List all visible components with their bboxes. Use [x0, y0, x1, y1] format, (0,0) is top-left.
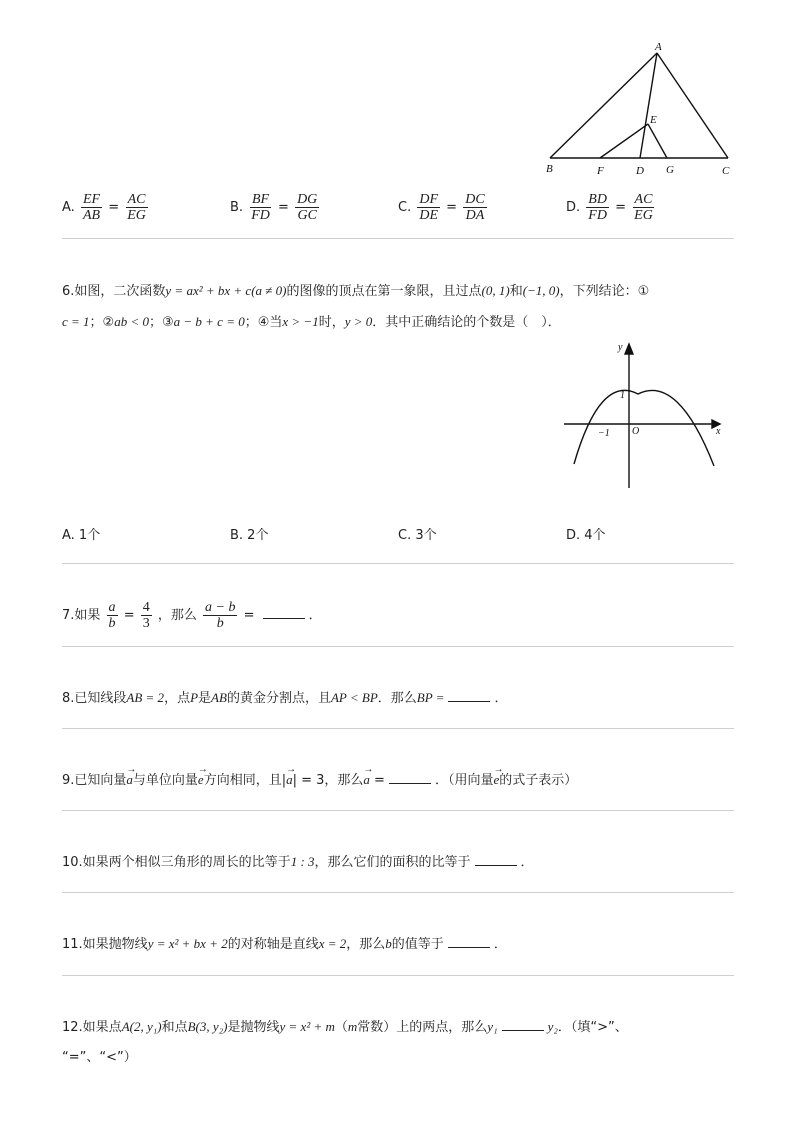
graph-one-label: 1 [620, 390, 625, 401]
q11-answer-blank[interactable] [448, 935, 490, 948]
triangle-figure [540, 38, 740, 180]
q5-option-b[interactable]: B. $\frac{BF}{FD}$ = $\frac{DG}{GC}$ [230, 192, 318, 223]
q12-line1: 12.如果点A(2, y₁)和点B(3, y₂)是抛物线y = x² + m（m常数）上的两点，那么y₁ y₂．（填“>”、 [62, 1019, 628, 1035]
divider [62, 646, 734, 647]
q9-answer-blank[interactable] [389, 771, 431, 784]
option-letter: C. [398, 200, 412, 215]
divider [62, 728, 734, 729]
divider [62, 238, 734, 239]
divider [62, 892, 734, 893]
q6-option-a[interactable]: A. 1个 [62, 528, 101, 543]
label-g: G [666, 164, 674, 176]
label-e: E [650, 114, 657, 126]
divider [62, 810, 734, 811]
q6-option-c[interactable]: C. 3个 [398, 528, 437, 543]
option-letter: A. [62, 200, 75, 215]
graph-x-label: x [716, 426, 721, 437]
q7: 7.如果 $\frac{a}{b}$ = $\frac{4}{3}$ ，那么 $\frac{a - b}{b}$ = ． [62, 600, 322, 631]
divider [62, 975, 734, 976]
q5-option-d[interactable]: D. $\frac{BD}{FD}$ = $\frac{AC}{EG}$ [566, 192, 653, 223]
q6-line1: 6.如图，二次函数y = ax² + bx + c(a ≠ 0)的图像的顶点在第一象限，且过点(0, 1)和(−1, 0)，下列结论：① [62, 283, 650, 299]
option-letter: D. [566, 200, 581, 215]
label-a: A [655, 41, 662, 53]
q8: 8.已知线段AB = 2，点P是AB的黄金分割点，且AP < BP．那么BP = ． [62, 690, 508, 706]
q8-answer-blank[interactable] [448, 689, 490, 702]
graph-neg-one-label: −1 [598, 428, 610, 439]
q10-answer-blank[interactable] [475, 853, 517, 866]
parabola-graph [560, 338, 730, 493]
label-c: C [722, 165, 730, 177]
q6-option-b[interactable]: B. 2个 [230, 528, 269, 543]
q9: 9.已知向量→ a与单位向量→ e方向相同，且|→ a| = 3，那么→ a = ．（用向量→ e的式子表示） [62, 770, 577, 791]
q5-option-c[interactable]: C. $\frac{DF}{DE}$ = $\frac{DC}{DA}$ [398, 192, 485, 223]
q12-answer-blank[interactable] [502, 1018, 544, 1031]
q6-line2: c = 1；②ab < 0；③a − b + c = 0；④当x > −1时，y > 0．其中正确结论的个数是（ ）． [62, 314, 561, 330]
graph-origin-label: O [632, 426, 640, 437]
label-b: B [546, 163, 553, 175]
label-f: F [597, 165, 604, 177]
q5-option-a[interactable]: A. $\frac{EF}{AB}$ = $\frac{AC}{EG}$ [62, 192, 146, 223]
option-letter: B. [230, 200, 244, 215]
graph-y-label: y [618, 342, 623, 353]
label-d: D [636, 165, 644, 177]
divider [62, 563, 734, 564]
q10: 10.如果两个相似三角形的周长的比等于1 : 3，那么它们的面积的比等于 ． [62, 854, 534, 870]
q6-option-d[interactable]: D. 4个 [566, 528, 606, 543]
q7-answer-blank[interactable] [263, 606, 305, 619]
q11: 11.如果抛物线y = x² + bx + 2的对称轴是直线x = 2，那么b的值等于 ． [62, 936, 507, 952]
q12-line2: “=”、“<”） [62, 1050, 137, 1065]
